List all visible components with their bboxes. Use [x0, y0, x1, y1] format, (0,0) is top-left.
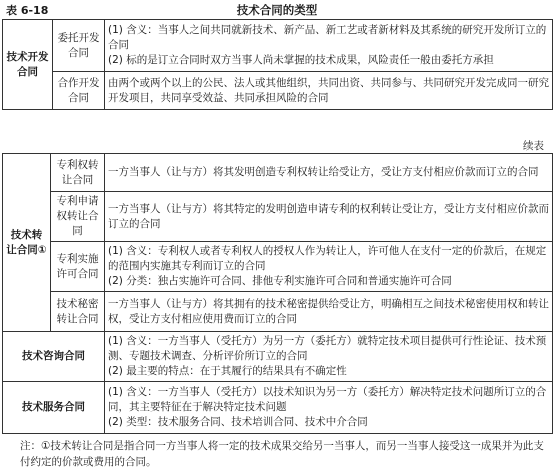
type-name-cell: 专利申请权转让合同	[51, 192, 105, 242]
description-line: (1) 含义：一方当事人（受托方）为另一方（委托方）就特定技术项目提供可行性论证、技术预测、专题技术调查、分析评价所订立的合同	[108, 335, 547, 362]
description-cell	[105, 382, 553, 434]
table-row	[3, 242, 553, 292]
table-row	[3, 332, 553, 382]
table-row	[3, 154, 553, 192]
description-line: (2) 类型：技术服务合同、技术培训合同、技术中介合同	[108, 416, 368, 428]
category-cell-transfer: 技术转让合同①	[3, 154, 51, 332]
description-cell	[105, 332, 553, 382]
description-cell	[105, 20, 553, 72]
category-cell-service: 技术服务合同	[3, 382, 105, 434]
description-line: 一方当事人（让与方）将其拥有的技术秘密提供给受让方，明确相互之间技术秘密使用权和转让权，受让方支付相应使用费而订立的合同	[108, 297, 549, 325]
type-name-cell: 专利实施许可合同	[51, 242, 105, 292]
development-contract-table	[2, 19, 553, 110]
description-cell	[105, 154, 553, 192]
description-line: 由两个或两个以上的公民、法人或其他组织，共同出资、共同参与、共同研究开发完成同一研究开发项目，共同享受效益、共同承担风险的合同	[108, 76, 549, 104]
description-line: (1) 含义：专利权人或者专利权人的授权人作为转让人，许可他人在支付一定的价款后，在规定的范围内实施其专利而订立的合同	[108, 245, 547, 272]
description-line: (2) 分类：独占实施许可合同、排他专利实施许可合同和普通实施许可合同	[108, 275, 452, 287]
table-number: 表 6-18	[6, 4, 49, 17]
description-line: (1) 含义：当事人之间共同就新技术、新产品、新工艺或者新材料及其系统的研究开发所订立的合同	[108, 24, 547, 51]
continued-label: 续表	[523, 140, 544, 152]
table-row	[3, 382, 553, 434]
description-line: (2) 最主要的特点：在于其履行的结果具有不确定性	[108, 365, 347, 377]
table-row	[3, 72, 553, 110]
type-name-cell: 技术秘密转让合同	[51, 292, 105, 332]
category-cell-consulting: 技术咨询合同	[3, 332, 105, 382]
transfer-contract-table	[2, 153, 553, 434]
description-cell	[105, 292, 553, 332]
type-name-cell: 委托开发合同	[53, 20, 105, 72]
table-row	[3, 20, 553, 72]
description-cell	[105, 192, 553, 242]
description-line: (2) 标的是订立合同时双方当事人尚未掌握的技术成果，风险责任一般由委托方承担	[108, 54, 494, 66]
table-row	[3, 292, 553, 332]
description-cell	[105, 242, 553, 292]
type-name-cell: 合作开发合同	[53, 72, 105, 110]
description-cell	[105, 72, 553, 110]
table-title: 技术合同的类型	[236, 3, 318, 17]
description-line: 一方当事人（让与方）将其发明创造专利权转让给受让方，受让方支付相应价款而订立的合同	[108, 166, 539, 178]
table-row	[3, 192, 553, 242]
category-cell-development: 技术开发合同	[3, 20, 53, 110]
description-line: (1) 含义：一方当事人（受托方）以技术知识为另一方（委托方）解决特定技术问题所订立的合同，其主要特征在于解决特定技术问题	[108, 386, 547, 413]
type-name-cell: 专利权转让合同	[51, 154, 105, 192]
description-line: 一方当事人（让与方）将其特定的发明创造申请专利的权利转让受让方，受让方支付相应价款而订立的合同	[108, 202, 549, 230]
footnote: 注：①技术转让合同是指合同一方当事人将一定的技术成果交给另一当事人，而另一当事人接受这一成果并为此支付约定的价款或费用的合同。	[20, 440, 544, 468]
